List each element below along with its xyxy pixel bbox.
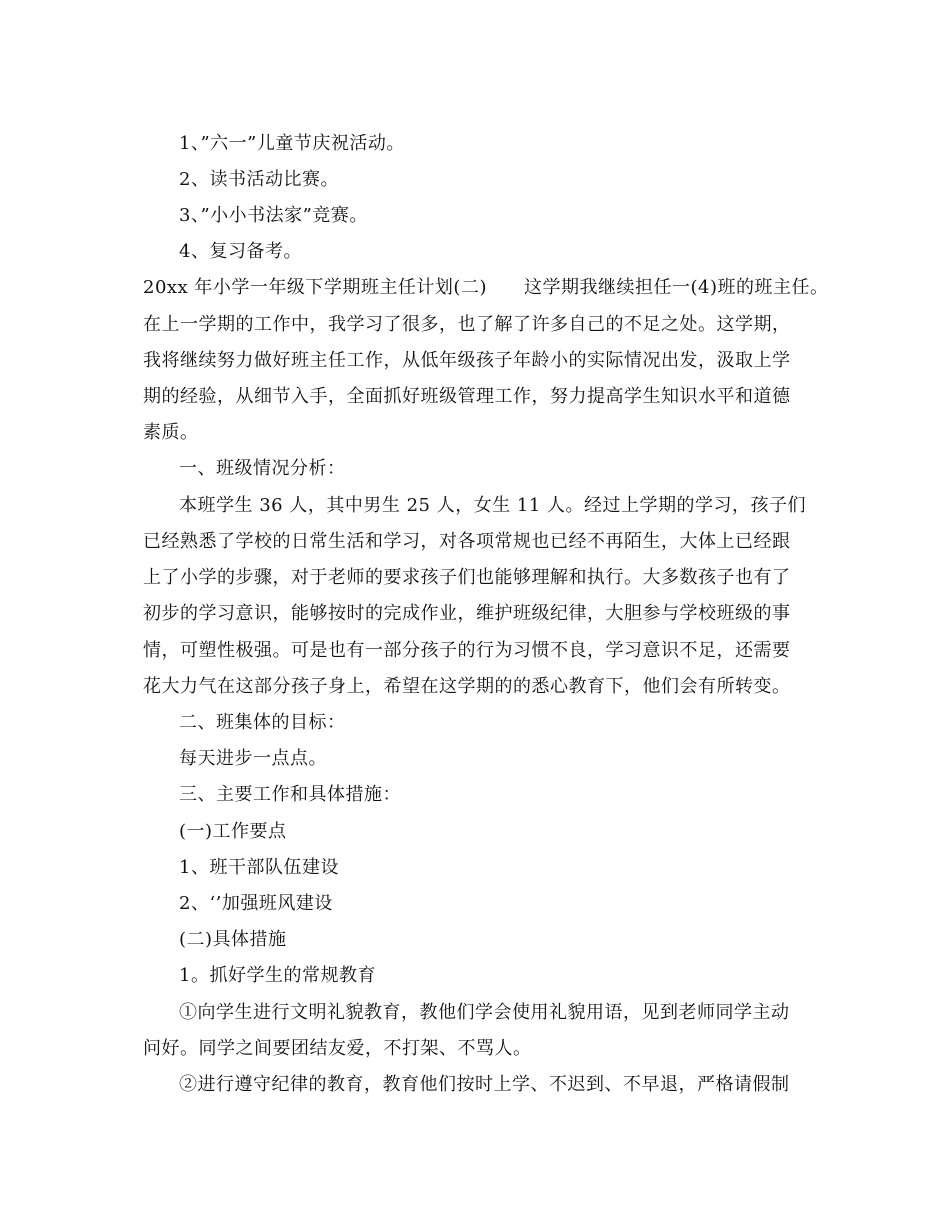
text-line: 已经熟悉了学校的日常生活和学习，对各项常规也已经不再陌生，大体上已经跟 [143, 531, 791, 552]
text-line: 每天进步一点点。 [179, 748, 327, 769]
text-line: ①向学生进行文明礼貌教育，教他们学会使用礼貌用语，见到老师同学主动 [179, 1002, 790, 1023]
text-line: 期的经验，从细节入手，全面抓好班级管理工作，努力提高学生知识水平和道德 [143, 386, 791, 407]
heading-line: 三、主要工作和具体措施： [179, 784, 401, 805]
text-line: 1。抓好学生的常规教育 [179, 965, 376, 986]
text-line: 1、班干部队伍建设 [179, 857, 339, 878]
heading-line: 一、班级情况分析： [179, 458, 346, 479]
text-line: (一)工作要点 [179, 821, 287, 842]
section-title-line: 20xx 年小学一年级下学期班主任计划(二) 这学期我继续担任一(4)班的班主任。 [143, 277, 829, 298]
text-line: 本班学生 36 人，其中男生 25 人，女生 11 人。经过上学期的学习，孩子们 [179, 495, 807, 516]
text-line: 上了小学的步骤，对于老师的要求孩子们也能够理解和执行。大多数孩子也有了 [143, 567, 791, 588]
text-line: ②进行遵守纪律的教育，教育他们按时上学、不迟到、不早退，严格请假制 [179, 1074, 790, 1095]
text-line: 4、复习备考。 [179, 241, 302, 262]
text-line: 2、‘’加强班风建设 [179, 893, 333, 914]
text-line: (二)具体措施 [179, 929, 287, 950]
text-line: 初步的学习意识，能够按时的完成作业，维护班级纪律，大胆参与学校班级的事 [143, 603, 791, 624]
text-line: 在上一学期的工作中，我学习了很多，也了解了许多自己的不足之处。这学期， [143, 314, 791, 335]
text-line: 1、”六一”儿童节庆祝活动。 [179, 133, 405, 154]
text-line: 问好。同学之间要团结友爱，不打架、不骂人。 [143, 1038, 532, 1059]
text-line: 3、”小小书法家”竞赛。 [179, 205, 368, 226]
text-line: 素质。 [143, 422, 199, 443]
heading-line: 二、班集体的目标： [179, 712, 346, 733]
text-line: 2、读书活动比赛。 [179, 169, 339, 190]
text-line: 我将继续努力做好班主任工作，从低年级孩子年龄小的实际情况出发，汲取上学 [143, 350, 791, 371]
text-line: 花大力气在这部分孩子身上，希望在这学期的的悉心教育下，他们会有所转变。 [143, 676, 791, 697]
text-line: 情，可塑性极强。可是也有一部分孩子的行为习惯不良，学习意识不足，还需要 [143, 640, 791, 661]
